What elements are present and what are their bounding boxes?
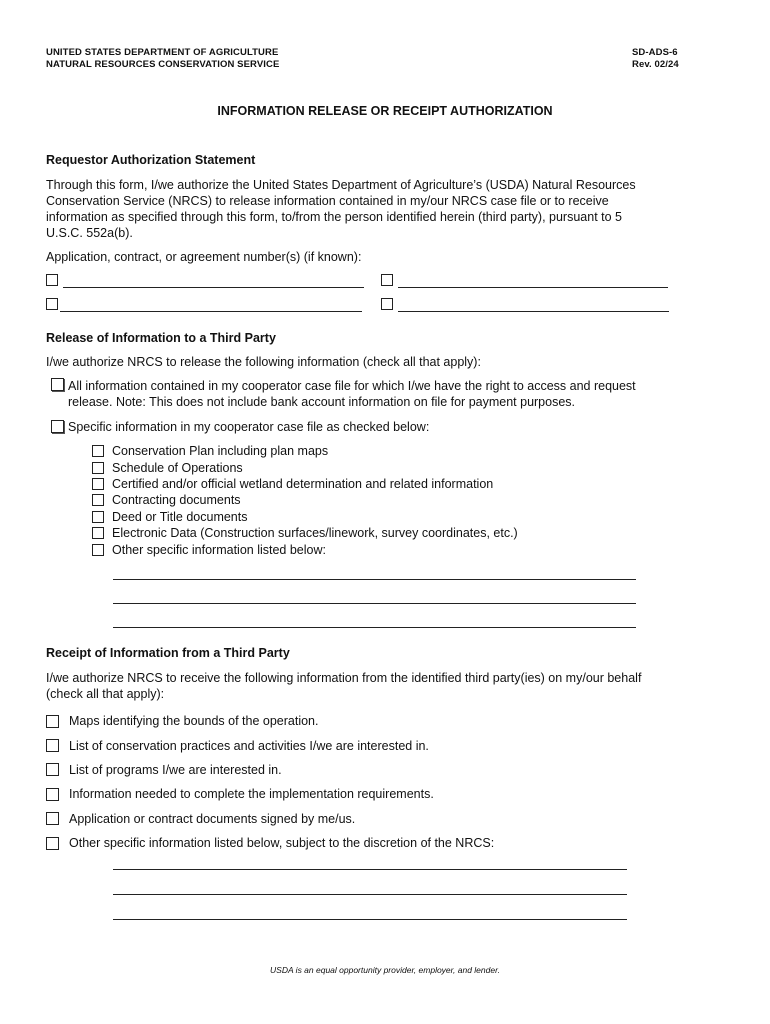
release-item-label: Conservation Plan including plan maps	[112, 444, 329, 459]
receipt-heading: Receipt of Information from a Third Party	[46, 646, 290, 660]
requestor-line-2: Conservation Service (NRCS) to release information contained in my/our NRCS case file or to receive	[46, 194, 609, 208]
receipt-item-checkbox[interactable]	[46, 763, 59, 776]
form-id-block	[632, 47, 679, 71]
release-all-info-checkbox[interactable]	[51, 378, 64, 391]
release-item-checkbox[interactable]	[92, 462, 104, 474]
release-other-line-3[interactable]	[113, 627, 636, 628]
receipt-item-checkbox[interactable]	[46, 715, 59, 728]
release-item[interactable]	[92, 443, 518, 459]
release-other-line-1[interactable]	[113, 579, 636, 580]
receipt-item[interactable]	[46, 758, 494, 782]
receipt-item-checkbox[interactable]	[46, 812, 59, 825]
numbers-label: Application, contract, or agreement number(s) (if known):	[46, 250, 362, 264]
release-item-label: Certified and/or official wetland determination and related information	[112, 476, 494, 491]
footer-statement: USDA is an equal opportunity provider, employer, and lender.	[270, 965, 500, 975]
receipt-other-line-1[interactable]	[113, 869, 627, 870]
receipt-item[interactable]	[46, 831, 494, 855]
agreement-number-1-field[interactable]	[63, 287, 364, 288]
release-item-label: Schedule of Operations	[112, 460, 243, 475]
release-item-checkbox[interactable]	[92, 511, 104, 523]
release-all-info-text	[68, 378, 748, 410]
agreement-number-4-checkbox[interactable]	[381, 298, 393, 310]
agreement-number-2-checkbox[interactable]	[381, 274, 393, 286]
agreement-number-3-checkbox[interactable]	[46, 298, 58, 310]
agreement-number-3-field[interactable]	[60, 311, 362, 312]
receipt-item-label: List of conservation practices and activities I/we are interested in.	[69, 738, 429, 753]
receipt-item-checkbox[interactable]	[46, 739, 59, 752]
agency-line-1: UNITED STATES DEPARTMENT OF AGRICULTURE	[46, 47, 279, 58]
release-item-label: Other specific information listed below:	[112, 542, 326, 557]
release-item[interactable]	[92, 509, 518, 525]
receipt-item[interactable]	[46, 807, 494, 831]
release-item-label: Contracting documents	[112, 493, 241, 508]
receipt-item-label: List of programs I/we are interested in.	[69, 762, 282, 777]
release-item-label: Deed or Title documents	[112, 509, 248, 524]
release-item[interactable]	[92, 459, 518, 475]
release-intro: I/we authorize NRCS to release the following information (check all that apply):	[46, 355, 481, 369]
release-item[interactable]	[92, 541, 518, 557]
release-item-checkbox[interactable]	[92, 494, 104, 506]
receipt-item[interactable]	[46, 709, 494, 733]
receipt-item-label: Application or contract documents signed by me/us.	[69, 811, 356, 826]
release-item-checkbox[interactable]	[92, 544, 104, 556]
requestor-heading: Requestor Authorization Statement	[46, 153, 256, 167]
agreement-number-4-field[interactable]	[398, 311, 669, 312]
release-item-checkbox[interactable]	[92, 445, 104, 457]
agency-header	[46, 47, 279, 71]
release-items-list	[92, 443, 518, 558]
revision: Rev. 02/24	[632, 59, 679, 70]
release-item-checkbox[interactable]	[92, 527, 104, 539]
release-specific-info-text: Specific information in my cooperator case file as checked below:	[68, 420, 430, 434]
release-all-info-line-2: release. Note: This does not include bank account information on file for payment purposes.	[68, 395, 576, 409]
release-item-checkbox[interactable]	[92, 478, 104, 490]
page-title: INFORMATION RELEASE OR RECEIPT AUTHORIZATION	[217, 104, 553, 118]
requestor-line-3: information as specified through this form, to/from the person identified herein (third party), pursuant to 5	[46, 210, 622, 224]
requestor-line-4: U.S.C. 552a(b).	[46, 226, 133, 240]
release-other-line-2[interactable]	[113, 603, 636, 604]
release-specific-info-checkbox[interactable]	[51, 420, 64, 433]
release-all-info-line-1: All information contained in my cooperator case file for which I/we have the right to access and request	[68, 379, 636, 393]
release-item-label: Electronic Data (Construction surfaces/linework, survey coordinates, etc.)	[112, 526, 518, 541]
requestor-line-1: Through this form, I/we authorize the United States Department of Agriculture’s (USDA) Natural Resources	[46, 178, 636, 192]
agreement-number-2-field[interactable]	[398, 287, 668, 288]
receipt-intro	[46, 670, 746, 702]
receipt-items-list	[46, 709, 494, 855]
receipt-item[interactable]	[46, 733, 494, 757]
receipt-item-label: Other specific information listed below, subject to the discretion of the NRCS:	[69, 836, 495, 851]
receipt-other-line-2[interactable]	[113, 894, 627, 895]
release-item[interactable]	[92, 492, 518, 508]
agency-line-2: NATURAL RESOURCES CONSERVATION SERVICE	[46, 59, 280, 70]
release-heading: Release of Information to a Third Party	[46, 331, 276, 345]
receipt-other-line-3[interactable]	[113, 919, 627, 920]
form-id: SD-ADS-6	[632, 47, 678, 58]
receipt-intro-line-1: I/we authorize NRCS to receive the following information from the identified third party(ies) on my/our behalf	[46, 671, 642, 685]
receipt-item-label: Maps identifying the bounds of the operation.	[69, 714, 319, 729]
requestor-paragraph	[46, 177, 736, 241]
receipt-item-checkbox[interactable]	[46, 788, 59, 801]
release-item[interactable]	[92, 476, 518, 492]
receipt-item-label: Information needed to complete the implementation requirements.	[69, 787, 434, 802]
receipt-item-checkbox[interactable]	[46, 837, 59, 850]
receipt-item[interactable]	[46, 782, 494, 806]
receipt-intro-line-2: (check all that apply):	[46, 687, 165, 701]
release-item[interactable]	[92, 525, 518, 541]
agreement-number-1-checkbox[interactable]	[46, 274, 58, 286]
